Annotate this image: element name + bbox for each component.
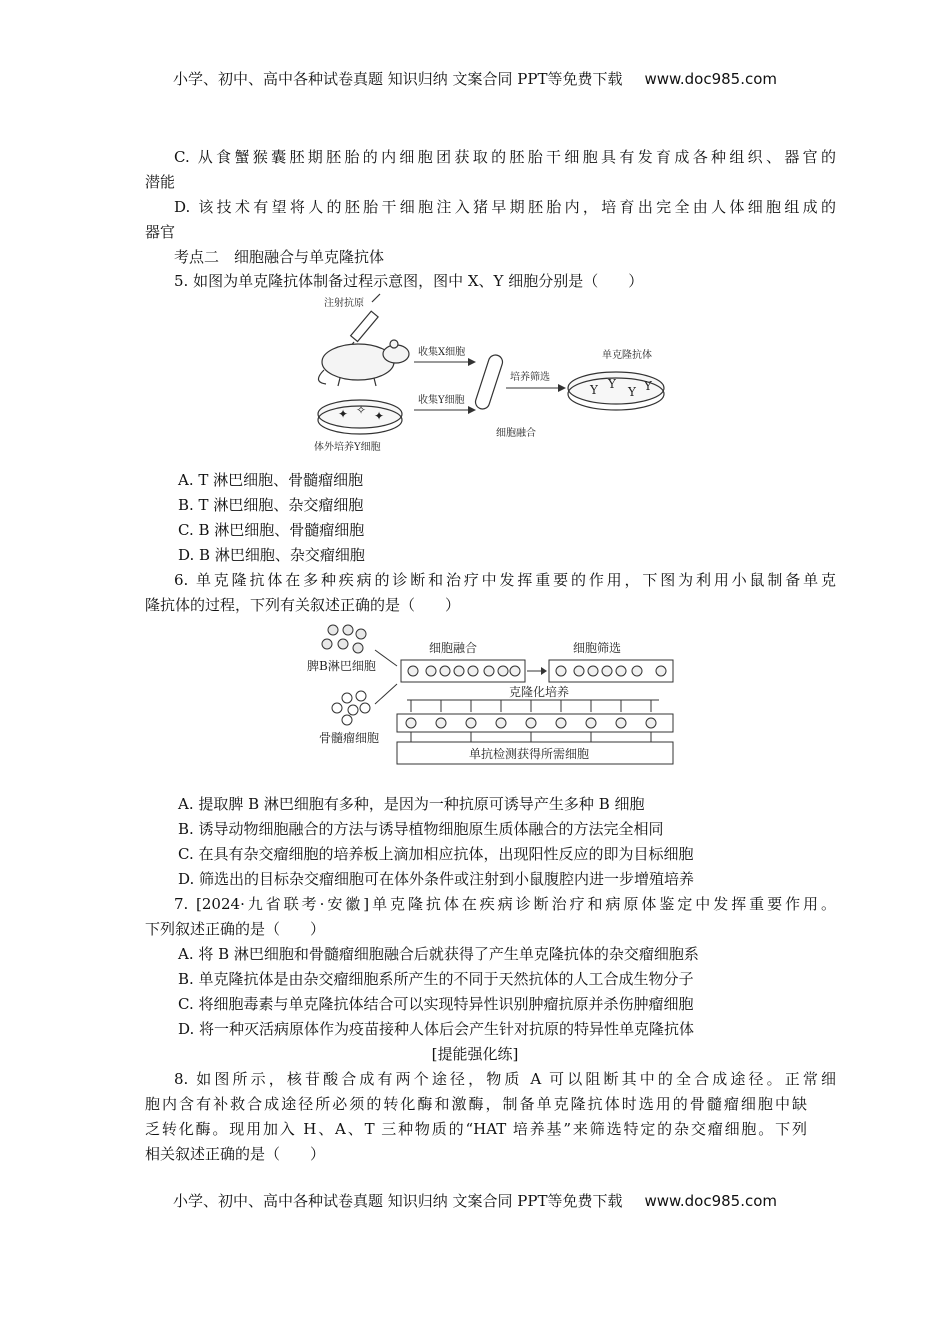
- fig2-clone-label: 克隆化培养: [509, 685, 570, 699]
- q8-stem-line4: 相关叙述正确的是（ ）: [145, 1145, 326, 1163]
- q7-option-c: C. 将细胞毒素与单克隆抗体结合可以实现特异性识别肿瘤抗原并杀伤肿瘤细胞: [178, 995, 694, 1013]
- page-header: [0, 68, 950, 89]
- culture-dish-y: [318, 400, 402, 434]
- fig1-mab-label: 单克隆抗体: [602, 350, 652, 361]
- myeloma-cells: [332, 691, 370, 725]
- q8-stem-line2: 胞内含有补救合成途径所必须的转化酶和激酶，制备单克隆抗体时选用的骨髓瘤细胞中缺: [145, 1095, 807, 1113]
- q6-option-a: A. 提取脾 B 淋巴细胞有多种，是因为一种抗原可诱导产生多种 B 细胞: [178, 795, 645, 813]
- section-title: 考点二 细胞融合与单克隆抗体: [174, 248, 385, 266]
- mouse-icon: [318, 340, 409, 386]
- q7-stem-line2: 下列叙述正确的是（ ）: [145, 920, 326, 938]
- arrowhead-y: [468, 406, 476, 414]
- practice-heading: [提能强化练]: [431, 1045, 519, 1063]
- q6-stem-line1: 6. 单克隆抗体在多种疾病的诊断和治疗中发挥重要的作用，下图为利用小鼠制备单克: [174, 571, 836, 589]
- header-site[interactable]: www.doc985.com: [644, 70, 778, 88]
- fig1-collect-x-label: 收集X细胞: [418, 347, 466, 358]
- fig1-culture-screen-label: 培养筛选: [510, 372, 550, 383]
- spleen-cells: [322, 625, 366, 653]
- header-text: 小学、初中、高中各种试卷真题 知识归纳 文案合同 PPT等免费下载: [172, 70, 623, 88]
- q4-option-c-line2: 潜能: [145, 173, 176, 191]
- fig2-myeloma-label: 骨髓瘤细胞: [319, 731, 380, 745]
- fig1-culture-y-label: 体外培养Y细胞: [314, 442, 381, 453]
- q6-option-c: C. 在具有杂交瘤细胞的培养板上滴加相应抗体，出现阳性反应的即为目标细胞: [178, 845, 694, 863]
- q7-option-b: B. 单克隆抗体是由杂交瘤细胞系所产生的不同于天然抗体的人工合成生物分子: [178, 970, 694, 988]
- fig2-detect-label: 单抗检测获得所需细胞: [469, 747, 590, 761]
- q8-stem-line3: 乏转化酶。现用加入 H、A、T 三种物质的“HAT 培养基”来筛选特定的杂交瘤细胞。下列: [145, 1120, 807, 1138]
- q4-option-d-line1: D. 该技术有望将人的胚胎干细胞注入猪早期胚胎内，培育出完全由人体细胞组成的: [174, 198, 836, 216]
- fig2-fusion-label: 细胞融合: [429, 641, 478, 655]
- svg-text:✦: ✦: [338, 407, 349, 421]
- fig1-fusion-label: 细胞融合: [496, 428, 536, 439]
- figure-1: [310, 292, 680, 462]
- q7-stem-line1: 7. [2024·九省联考·安徽]单克隆抗体在疾病诊断治疗和病原体鉴定中发挥重要作用。: [174, 895, 836, 913]
- q8-stem-line1: 8. 如图所示，核苷酸合成有两个途径，物质 A 可以阻断其中的全合成途径。正常细: [174, 1070, 836, 1088]
- arrowhead-culture: [558, 384, 566, 392]
- fig1-inject-label: 注射抗原: [324, 298, 364, 309]
- q7-option-a: A. 将 B 淋巴细胞和骨髓瘤细胞融合后就获得了产生单克隆抗体的杂交瘤细胞系: [178, 945, 699, 963]
- q4-option-d-line2: 器官: [145, 223, 176, 241]
- q6-option-b: B. 诱导动物细胞融合的方法与诱导植物细胞原生质体融合的方法完全相同: [178, 820, 664, 838]
- q5-stem: 5. 如图为单克隆抗体制备过程示意图，图中 X、Y 细胞分别是（ ）: [174, 272, 644, 290]
- well-cells: [406, 718, 656, 728]
- svg-text:✦: ✦: [374, 409, 385, 423]
- arrowhead-x: [468, 358, 476, 366]
- q5-option-a: A. T 淋巴细胞、骨髓瘤细胞: [178, 471, 364, 489]
- q4-option-c-line1: C. 从食蟹猴囊胚期胚胎的内细胞团获取的胚胎干细胞具有发育成各种组织、器官的: [174, 148, 836, 166]
- q6-stem-line2: 隆抗体的过程，下列有关叙述正确的是（ ）: [145, 596, 461, 614]
- svg-text:Y: Y: [644, 379, 652, 393]
- q5-option-d: D. B 淋巴细胞、杂交瘤细胞: [178, 546, 365, 564]
- q7-option-d: D. 将一种灭活病原体作为疫苗接种人体后会产生针对抗原的特异性单克隆抗体: [178, 1020, 695, 1038]
- arrow-spleen: [375, 650, 397, 666]
- page-footer: [0, 1190, 950, 1211]
- q6-option-d: D. 筛选出的目标杂交瘤细胞可在体外条件或注射到小鼠腹腔内进一步增殖培养: [178, 870, 695, 888]
- svg-text:Y: Y: [628, 385, 636, 399]
- antibody-dish: [568, 372, 664, 410]
- svg-text:Y: Y: [608, 377, 616, 391]
- figure-2: [303, 620, 683, 770]
- svg-text:✧: ✧: [356, 403, 367, 417]
- test-tube-icon: [474, 353, 505, 411]
- arrow-myeloma: [375, 684, 397, 704]
- svg-text:Y: Y: [590, 383, 598, 397]
- q5-option-c: C. B 淋巴细胞、骨髓瘤细胞: [178, 521, 365, 539]
- footer-site[interactable]: www.doc985.com: [644, 1192, 778, 1210]
- q5-option-b: B. T 淋巴细胞、杂交瘤细胞: [178, 496, 364, 514]
- clone-arrows: [411, 700, 651, 712]
- fig2-screen-label: 细胞筛选: [573, 641, 622, 655]
- detect-arrows: [411, 732, 651, 742]
- arrowhead-screen: [541, 667, 547, 675]
- fig2-spleen-label: 脾B淋巴细胞: [307, 659, 376, 673]
- footer-text: 小学、初中、高中各种试卷真题 知识归纳 文案合同 PPT等免费下载: [172, 1192, 623, 1210]
- fig1-collect-y-label: 收集Y细胞: [418, 395, 465, 406]
